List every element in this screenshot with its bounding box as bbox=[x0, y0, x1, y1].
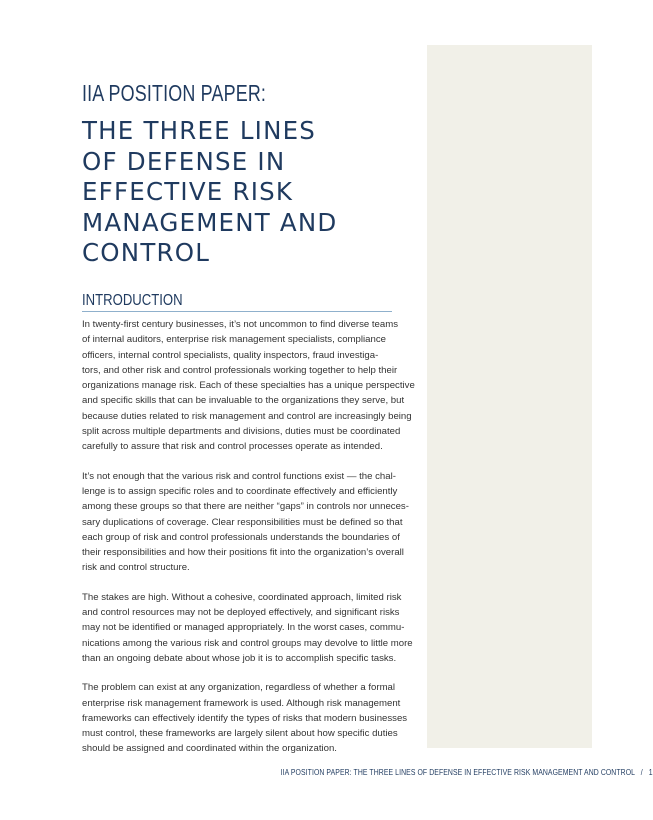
text-line: enterprise risk management framework is used. Although risk management bbox=[82, 697, 401, 709]
text-line: risk and control structure. bbox=[82, 562, 190, 574]
title-line: EFFECTIVE RISK bbox=[82, 177, 294, 206]
footer-running-title: IIA POSITION PAPER: THE THREE LINES OF DEFENSE IN EFFECTIVE RISK MANAGEMENT AND CONTROL bbox=[280, 768, 635, 777]
text-line: split across multiple departments and divisions, duties must be coordinated bbox=[82, 426, 401, 438]
text-line: organizations manage risk. Each of these specialties has a unique perspective bbox=[82, 380, 415, 392]
paragraph bbox=[82, 317, 415, 455]
paragraph bbox=[82, 469, 409, 576]
text-line: among these groups so that there are neither “gaps” in controls nor unneces- bbox=[82, 501, 409, 513]
text-line: It’s not enough that the various risk and control functions exist — the chal- bbox=[82, 470, 396, 482]
page-number: 1 bbox=[648, 768, 653, 777]
body-text bbox=[82, 317, 415, 771]
footer-separator: / bbox=[640, 768, 643, 777]
paragraph bbox=[82, 680, 408, 756]
text-line: than an ongoing debate about whose job it is to accomplish specific tasks. bbox=[82, 652, 397, 664]
paragraph bbox=[82, 590, 413, 666]
section-heading-text: INTRODUCTION bbox=[82, 292, 183, 309]
text-line: officers, internal control specialists, quality inspectors, fraud investiga- bbox=[82, 349, 379, 361]
text-line: tors, and other risk and control professionals working together to help their bbox=[82, 364, 398, 376]
text-line: The problem can exist at any organization, regardless of whether a formal bbox=[82, 682, 396, 694]
title-line: MANAGEMENT AND bbox=[82, 207, 338, 237]
text-line: each group of risk and control professionals understands the boundaries of bbox=[82, 531, 400, 543]
text-line: may not be identified or managed appropriately. In the worst cases, commu- bbox=[82, 622, 405, 634]
text-line: must control, these frameworks are largely silent about how specific duties bbox=[82, 728, 398, 740]
title-line: THE THREE LINES bbox=[82, 116, 317, 145]
text-line: and control resources may not be deployed effectively, and significant risks bbox=[82, 607, 400, 619]
text-line: carefully to assure that risk and control processes operate as intended. bbox=[82, 441, 383, 453]
sidebar-panel bbox=[427, 45, 592, 748]
text-line: should be assigned and coordinated within the organization. bbox=[82, 743, 337, 755]
text-line: their responsibilities and how their positions fit into the organization’s overall bbox=[82, 547, 404, 559]
text-line: nications among the various risk and control groups may devolve to little more bbox=[82, 637, 413, 649]
text-line: lenge is to assign specific roles and to coordinate effectively and efficiently bbox=[82, 485, 398, 497]
document-kicker: IIA POSITION PAPER: bbox=[82, 80, 267, 106]
text-line: The stakes are high. Without a cohesive, coordinated approach, limited risk bbox=[82, 591, 402, 603]
title-line: CONTROL bbox=[82, 238, 211, 267]
page-footer bbox=[220, 768, 653, 778]
text-line: frameworks can effectively identify the types of risks that modern businesses bbox=[82, 712, 408, 724]
text-line: sary duplications of coverage. Clear responsibilities must be defined so that bbox=[82, 516, 403, 528]
text-line: because duties related to risk management and control are increasingly being bbox=[82, 410, 412, 422]
text-line: In twenty-first century businesses, it’s not uncommon to find diverse teams bbox=[82, 319, 399, 330]
title-line: OF DEFENSE IN bbox=[82, 146, 286, 176]
document-title bbox=[82, 116, 412, 269]
text-line: of internal auditors, enterprise risk management specialists, compliance bbox=[82, 334, 386, 346]
text-line: and specific skills that can be invaluable to the organizations they serve, but bbox=[82, 395, 405, 407]
section-heading bbox=[82, 292, 392, 312]
